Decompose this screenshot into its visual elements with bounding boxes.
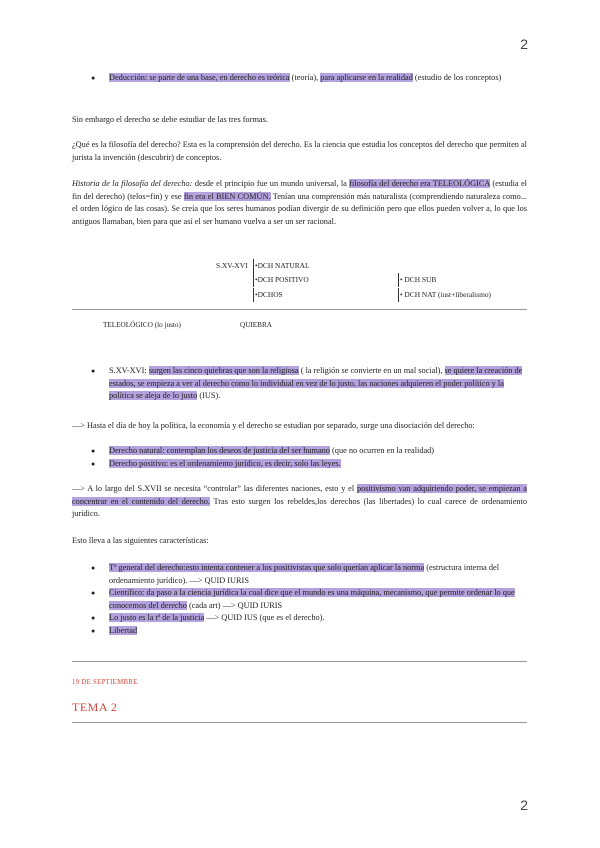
date-heading: 19 DE SEPTIEMBRE: [72, 679, 138, 686]
highlight: filosofía del derecho era TELEOLÓGICA: [349, 179, 490, 188]
list-item: [72, 562, 527, 587]
paragraph-que-es: ¿Qué es la filosofía del derecho? Esta es la comprensión del derecho. Es la ciencia que estudia los conceptos del derecho que permiten al jurista la invención (descubrir) de conceptos.: [72, 140, 527, 162]
list-item: [72, 72, 527, 85]
derecho-list: [72, 445, 527, 470]
highlight: Tª general del derecho:esto intenta contener a los positivistas que solo querían aplicar la norma: [109, 563, 425, 572]
highlight: Libertad: [109, 625, 138, 635]
divider: [72, 722, 527, 723]
text: —> A lo largo del S.XVII se necesita “controlar” las diferentes naciones, esto y el: [72, 484, 357, 493]
text: ( la religión se convierte en un mal social),: [298, 366, 445, 375]
quiebras-list: [72, 365, 527, 403]
list-item: [72, 625, 527, 638]
paragraph-esto: Esto lleva a las siguientes características:: [72, 536, 209, 545]
text: (estudio de los conceptos): [412, 73, 502, 82]
scheme-era: S.XV-XVI: [216, 261, 248, 270]
highlight: fin era el BIEN COMÚN.: [183, 191, 271, 201]
highlight: para aplicarse en la realidad: [320, 73, 413, 82]
highlight: Deducción: se parte de una base, en derecho es teórica: [109, 73, 290, 82]
text: (IUS).: [197, 391, 221, 401]
caracteristicas-list: [72, 562, 527, 638]
text: desde el principio fue un mundo universal, la: [192, 179, 350, 188]
historia-title: Historia de la filosofía del derecho:: [72, 179, 193, 188]
list-item: [72, 587, 527, 612]
paragraph-sin-embargo: Sin embargo el derecho se debe estudiar de las tres formas.: [72, 115, 268, 124]
divider: [72, 309, 527, 310]
scheme-right-1: • DCH SUB: [398, 273, 436, 287]
paragraph-historia: [72, 178, 527, 228]
page-number-top: 2: [520, 36, 528, 52]
highlight: se quiere la creación de estados, se empieza a ver al derecho como lo individual en vez de lo justo, las naciones adquieren el poder político y la política se aleja de lo justo: [109, 366, 523, 401]
highlight: Científico: da paso a la ciencia jurídica la cual dice que el mundo es una máquina, mecanismo, que permite ordenar lo que conocemos del derecho: [109, 588, 515, 610]
divider: [72, 661, 527, 662]
deduccion-list: [72, 72, 527, 85]
text: (teoría),: [289, 73, 321, 82]
text: (que no ocurren en la realidad): [329, 446, 435, 455]
tema-heading: TEMA 2: [72, 700, 118, 714]
list-item: [72, 365, 527, 403]
scheme-teleologico: TELEOLÓGICO (lo justo): [103, 321, 181, 329]
list-item: [72, 458, 527, 471]
scheme-left-1: •DCH NATURAL: [253, 259, 310, 273]
text: S.XV-XVI:: [109, 366, 149, 375]
highlight: positivismo van adquiriendo poder, se empiezan a concentrar en el contenido del derecho.: [72, 484, 527, 506]
scheme-right-2: • DCH NAT (iust+liberalismo): [398, 288, 491, 302]
text: Tenían una comprensión más naturalista (comprendiendo naturaleza como... el orden lógico de las cosas). Se creía que los seres humanos podían divergir de su definición pero que ellos pueden volver a, lo que los antiguos llamaban, bien para que así el ser humano vuelva a ser un ser racional.: [72, 191, 527, 226]
highlight: Derecho natural: contemplan los deseos de justicia del ser humano: [109, 446, 330, 455]
text: (estructura interna del ordenamiento jurídico). —> QUID IURIS: [109, 563, 500, 585]
list-item: [72, 445, 527, 458]
paragraph-xvii: [72, 483, 527, 521]
page-number-bottom: 2: [520, 797, 528, 813]
scheme-quiebra: QUIEBRA: [240, 321, 272, 329]
highlight: surgen las cinco quiebras que son la religiosa: [148, 366, 299, 375]
paragraph-hasta: —> Hasta el día de hoy la política, la economía y el derecho se estudian por separado, surge una disociación del derecho:: [72, 421, 475, 430]
list-item: [72, 612, 527, 625]
text: (cada art) —> QUID IURIS: [186, 600, 283, 610]
highlight: Derecho positivo: es el ordenamiento jurídico, es decir, solo las leyes.: [109, 458, 341, 468]
text: —> QUID IUS (que es el derecho).: [204, 613, 325, 623]
text: Tras esto surgen los rebeldes,los derechos (las libertades) lo cual carece de ordenamiento jurídico.: [72, 496, 527, 519]
scheme-left-3: •DCHOS: [253, 288, 283, 302]
highlight: Lo justo es la tª de la justicia: [109, 613, 205, 623]
scheme-left-2: •DCH POSITIVO: [253, 273, 309, 287]
text: (estudia el fin del derecho) (telos=fin) y ese: [72, 179, 527, 201]
